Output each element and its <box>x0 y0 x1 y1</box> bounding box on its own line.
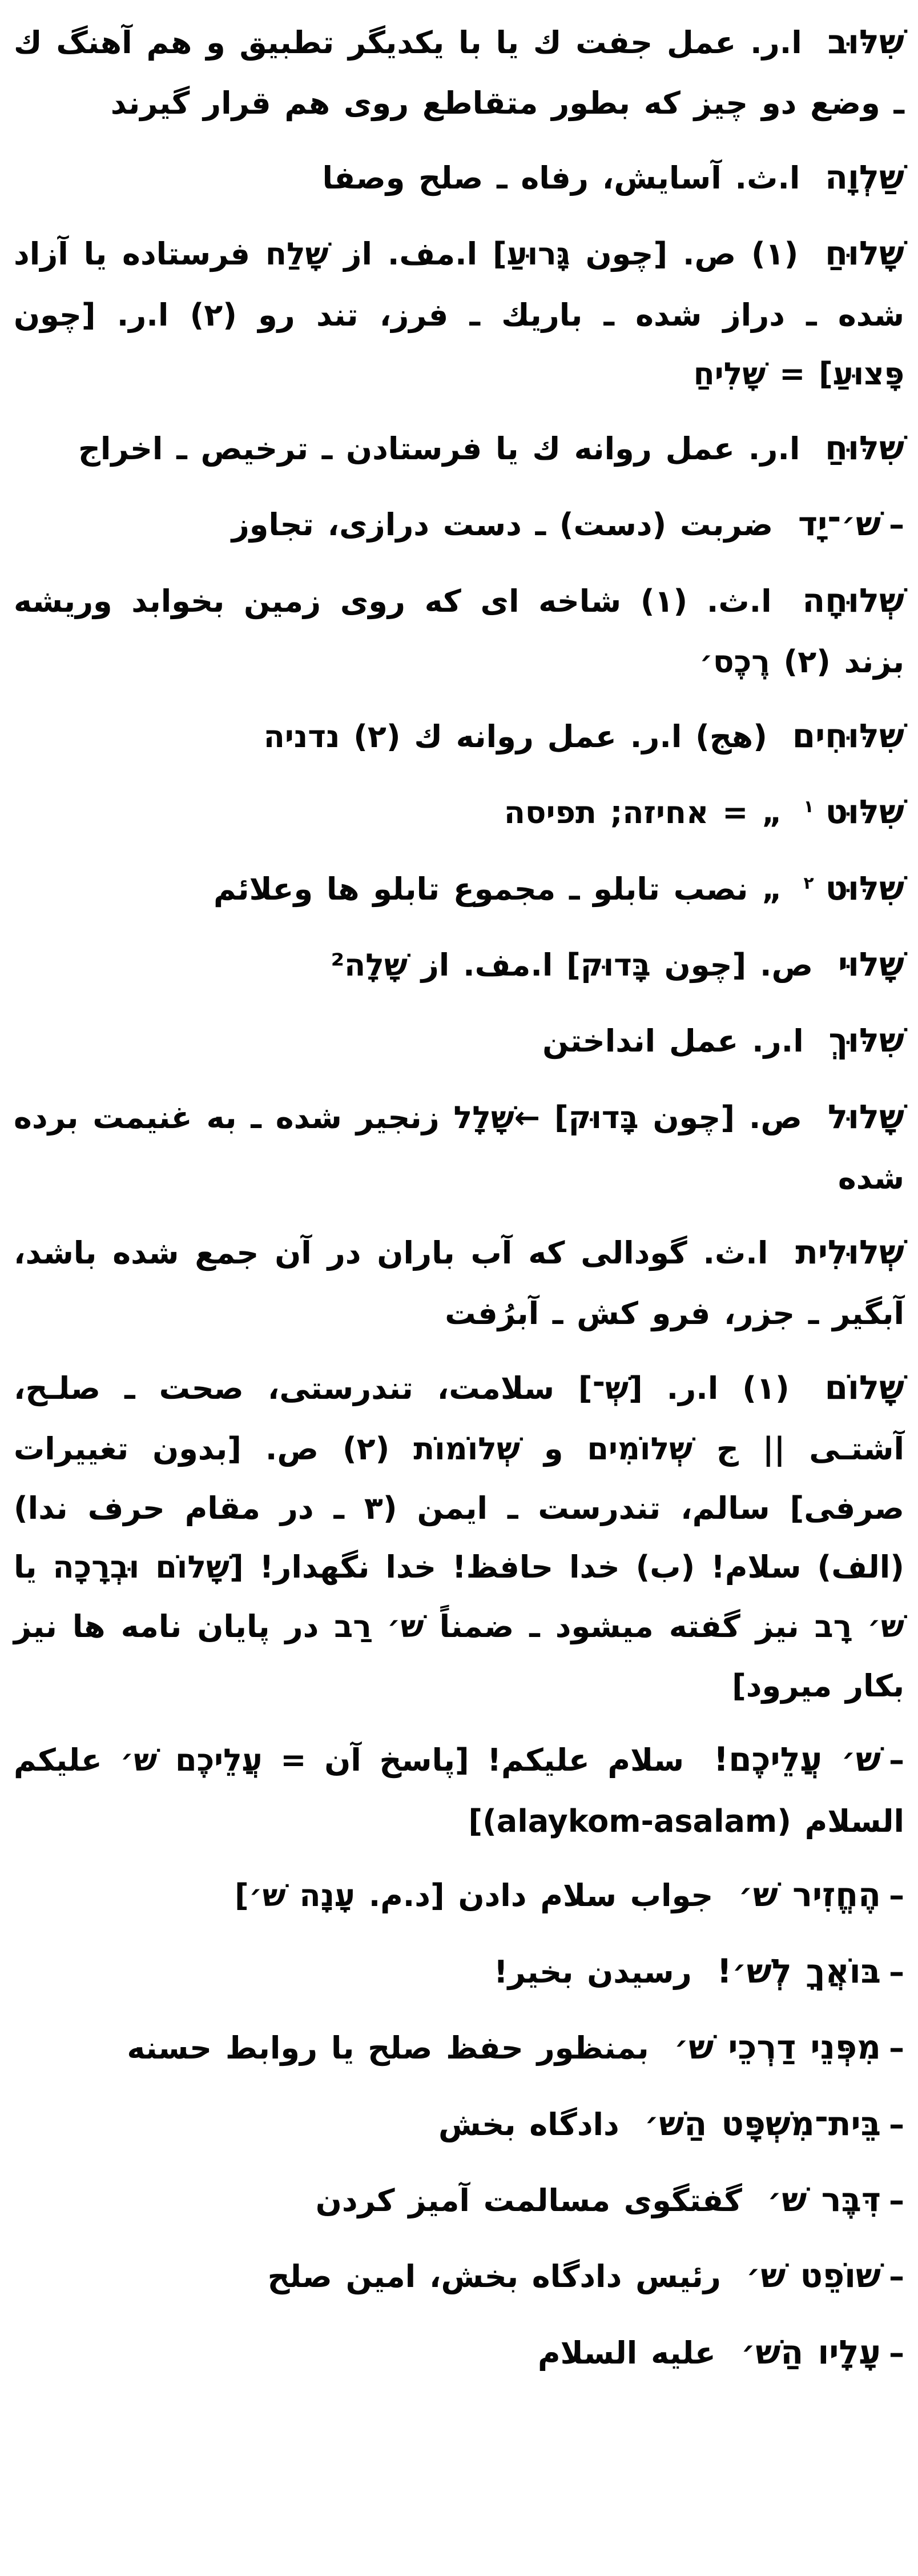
sub-entry <box>14 1940 904 2003</box>
entry-body: رسيدن بخير! <box>493 1953 692 1990</box>
entry-headword: מִפְּנֵי דַרְכֵי שׁ׳ <box>674 2028 881 2067</box>
entry-body: ا.ث. آسايش، رفاه ـ صلح وصفا <box>322 160 800 196</box>
sub-entry <box>14 2016 904 2079</box>
entry <box>14 10 904 133</box>
entry-body: جواب سلام دادن [د.م. עָנָה שׁ׳] <box>235 1877 714 1914</box>
entry <box>14 1356 904 1716</box>
entry-body: ضربت (دست) ـ دست درازى، تجاوز <box>231 507 774 543</box>
entry-headword: בּוֹאֲךָ לְשׁ׳! <box>716 1951 881 1991</box>
entry <box>14 780 904 844</box>
sub-entry <box>14 1728 904 1851</box>
entry <box>14 857 904 920</box>
entry-headword: שִׁלּוּב <box>827 22 904 61</box>
entry <box>14 933 904 996</box>
entry-headword: שׁ׳ עֲלֵיכֶם! <box>713 1740 881 1779</box>
sub-entry-dash: – <box>888 1742 904 1779</box>
sub-entry-dash: – <box>889 1877 904 1914</box>
entry-headword: שָׁלוּחַ <box>825 234 904 273</box>
entry-headword: שִׁלּוּט <box>825 792 904 832</box>
entry <box>14 569 904 692</box>
entry <box>14 1085 904 1208</box>
entry-body: گفتگوى مسالمت آميز كردن <box>315 2182 742 2218</box>
entry-headword: שָׁלוּל <box>827 1097 904 1136</box>
sub-entry-dash: – <box>889 1953 904 1990</box>
sub-entry <box>14 1863 904 1927</box>
entry-headword: שִׁלּוּךְ <box>828 1021 904 1060</box>
entry-headword: שָׁלוּי <box>838 944 904 984</box>
entry-body: رئيس دادگاه بخش، امين صلح <box>267 2258 721 2295</box>
entry-headword: שְׁלוּלִית <box>795 1232 904 1271</box>
entry <box>14 1009 904 1072</box>
sub-entry <box>14 2168 904 2232</box>
entry-body: ص. [چون בָּדוּק] ←שָׁלָל زنجير شده ـ به غنيمت برده شده <box>14 1099 904 1196</box>
entry-headword: שׁוֹפֵט שׁ׳ <box>746 2256 881 2296</box>
entry-superscript: ٢ <box>803 873 814 893</box>
sub-entry-dash: – <box>889 2106 904 2142</box>
sub-entry <box>14 2321 904 2384</box>
entry-headword: עָלָיו הַשׁ׳ <box>740 2332 881 2372</box>
entry-headword: שַׁלְוָה <box>825 158 904 197</box>
entry-body: ا.ر. عمل انداختن <box>542 1023 804 1060</box>
sub-entry-dash: – <box>889 2258 904 2295</box>
entry-body: ا.ث. گودالى كه آب باران در آن جمع شده باشد، آبگير ـ جزر، فرو كش ـ آبرُفت <box>14 1234 904 1332</box>
entry-body: ص. [چون בָּדוּק] ا.مف. از שָׁלָה² <box>331 946 814 983</box>
entry <box>14 704 904 768</box>
entry-body: (١) ص. [چون גָּרוּעַ] ا.مف. از שָׁלַח فرستاده يا آزاد شده ـ دراز شده ـ باريك ـ فرز، تند رو (٢) ا.ر. [چون פָּצוּעַ] = שָׁלִיחַ <box>14 236 904 392</box>
entry-headword: שִׁלּוּחַ <box>825 428 904 468</box>
entry <box>14 222 904 404</box>
entry-headword: דִּבֶּר שׁ׳ <box>767 2180 881 2219</box>
entry-body: (هج) ا.ر. عمل روانه ك (٢) נדניה <box>263 718 767 755</box>
sub-entry-dash: – <box>889 507 904 543</box>
entry-body: دادگاه بخش <box>438 2106 619 2142</box>
sub-entry <box>14 2092 904 2156</box>
entry-body: „ = אחיזה; תפיסה <box>504 795 782 831</box>
entry-body: ا.ث. (١) شاخه اى كه روى زمين بخوابد وريشه بزند (٢) רֶכֶס׳ <box>14 583 904 680</box>
entry-body: „ نصب تابلو ـ مجموع تابلو ها وعلائم <box>213 870 782 907</box>
entry-body: سلام عليكم! [پاسخ آن = עֲלֵיכֶם שׁ׳ عليكم السلام ‎(alaykom-asalam)‏] <box>14 1742 904 1839</box>
entry-headword: בֵּית־מִשְׁפָּט הַשׁ׳ <box>644 2104 881 2143</box>
sub-entry <box>14 2244 904 2308</box>
entry-superscript: ١ <box>803 797 814 817</box>
sub-entry-dash: – <box>889 2334 904 2371</box>
entry <box>14 1221 904 1343</box>
entry-headword: שְׁלוּחָה <box>802 580 904 620</box>
sub-entry <box>14 492 904 556</box>
entry-headword: שׁ׳־יָד <box>798 504 881 544</box>
sub-entry-dash: – <box>889 2030 904 2067</box>
entry <box>14 146 904 209</box>
entry <box>14 416 904 480</box>
entry-headword: שִׁלּוּחִים <box>792 716 904 755</box>
entry-headword: הֶחֱזִיר שׁ׳ <box>738 1875 881 1915</box>
entry-body: (١) ا.ر. [שְׁ־] سلامت، تندرستى، صحت ـ صلـح، آشتـى || ج שְׁלוֹמִים و שְׁלוֹמוֹת (٢) ص. [بدون تغييرات صرفى] سالم، تندرست ـ ايمن (٣ ـ در مقام حرف ندا) (الف) سلام! (ب) خدا حافظ! خدا نگهدار! [שָׁלוֹם וּבְרָכָה يا שׁ׳ רָב نيز گفته ميشود ـ ضمناً שׁ׳ רַב در پايان نامه ها نيز بكار ميرود] <box>14 1370 904 1704</box>
entry-headword: שָׁלוֹם <box>824 1367 904 1407</box>
entry-body: بمنظور حفظ صلح يا روابط حسنه <box>127 2030 649 2067</box>
entry-body: عليه السلام <box>537 2334 716 2371</box>
sub-entry-dash: – <box>889 2182 904 2218</box>
entry-body: ا.ر. عمل روانه ك يا فرستادن ـ ترخيص ـ اخراج <box>78 431 800 467</box>
entry-body: ا.ر. عمل جفت ك يا با يكديگر تطبيق و هم آهنگ ك ـ وضع دو چيز كه بطور متقاطع روى هم قرار گيرند <box>14 25 904 122</box>
entry-headword: שִׁלּוּט <box>825 868 904 908</box>
